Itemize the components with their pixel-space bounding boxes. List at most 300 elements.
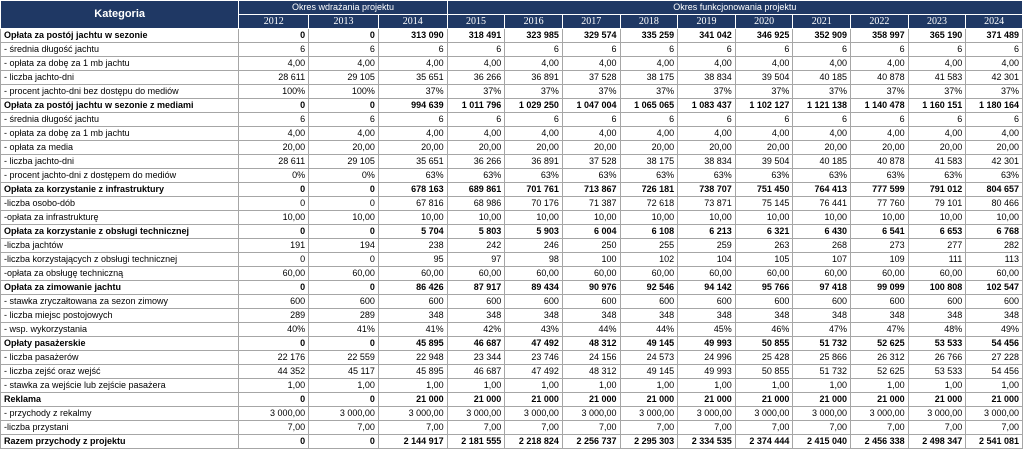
row-label: - liczba jachto-dni	[1, 155, 239, 169]
category-total-row	[1, 183, 1023, 197]
value-cell: 318 491	[447, 29, 505, 43]
value-cell: 3 000,00	[678, 407, 736, 421]
value-cell: 41%	[309, 323, 379, 337]
row-label: - przychody z rekalmy	[1, 407, 239, 421]
row-label: - opłata za dobę za 1 mb jachtu	[1, 127, 239, 141]
value-cell: 67 816	[378, 197, 447, 211]
value-cell: 60,00	[505, 267, 563, 281]
value-cell: 100%	[309, 85, 379, 99]
value-cell: 44 352	[239, 365, 309, 379]
value-cell: 329 574	[562, 29, 620, 43]
value-cell: 3 000,00	[620, 407, 678, 421]
value-cell: 36 891	[505, 155, 563, 169]
value-cell: 255	[620, 239, 678, 253]
value-cell: 1 011 796	[447, 99, 505, 113]
value-cell: 49 145	[620, 365, 678, 379]
value-cell: 0	[309, 29, 379, 43]
value-cell: 90 976	[562, 281, 620, 295]
value-cell: 0	[309, 183, 379, 197]
value-cell: 49%	[966, 323, 1023, 337]
table-row	[1, 309, 1023, 323]
value-cell: 348	[678, 309, 736, 323]
value-cell: 60,00	[447, 267, 505, 281]
value-cell: 348	[562, 309, 620, 323]
value-cell: 47%	[793, 323, 851, 337]
value-cell: 2 541 081	[966, 435, 1023, 449]
value-cell: 21 000	[505, 393, 563, 407]
value-cell: 0	[309, 99, 379, 113]
row-label: Opłata za zimowanie jachtu	[1, 281, 239, 295]
value-cell: 2 415 040	[793, 435, 851, 449]
table-row	[1, 155, 1023, 169]
value-cell: 0%	[309, 169, 379, 183]
value-cell: 71 387	[562, 197, 620, 211]
value-cell: 348	[378, 309, 447, 323]
table-row	[1, 71, 1023, 85]
value-cell: 47%	[851, 323, 909, 337]
value-cell: 10,00	[562, 211, 620, 225]
value-cell: 238	[378, 239, 447, 253]
value-cell: 6	[505, 43, 563, 57]
value-cell: 250	[562, 239, 620, 253]
row-label: - liczba jachto-dni	[1, 71, 239, 85]
value-cell: 63%	[966, 169, 1023, 183]
value-cell: 358 997	[851, 29, 909, 43]
value-cell: 348	[908, 309, 966, 323]
value-cell: 76 441	[793, 197, 851, 211]
value-cell: 41 583	[908, 71, 966, 85]
value-cell: 6	[735, 113, 793, 127]
value-cell: 20,00	[908, 141, 966, 155]
value-cell: 4,00	[908, 127, 966, 141]
value-cell: 6	[966, 113, 1023, 127]
row-label: - opłata za dobę za 1 mb jachtu	[1, 57, 239, 71]
value-cell: 7,00	[505, 421, 563, 435]
value-cell: 22 948	[378, 351, 447, 365]
table-row	[1, 295, 1023, 309]
value-cell: 0	[239, 337, 309, 351]
value-cell: 60,00	[562, 267, 620, 281]
value-cell: 600	[793, 295, 851, 309]
value-cell: 2 295 303	[620, 435, 678, 449]
row-label: - liczba pasażerów	[1, 351, 239, 365]
value-cell: 4,00	[735, 127, 793, 141]
value-cell: 1 029 250	[505, 99, 563, 113]
value-cell: 6	[378, 113, 447, 127]
value-cell: 20,00	[447, 141, 505, 155]
value-cell: 49 145	[620, 337, 678, 351]
table-row	[1, 141, 1023, 155]
value-cell: 6 004	[562, 225, 620, 239]
value-cell: 0	[239, 29, 309, 43]
value-cell: 1,00	[793, 379, 851, 393]
value-cell: 0	[239, 183, 309, 197]
row-label: -liczba przystani	[1, 421, 239, 435]
value-cell: 49 993	[678, 337, 736, 351]
value-cell: 348	[966, 309, 1023, 323]
value-cell: 7,00	[309, 421, 379, 435]
value-cell: 37%	[505, 85, 563, 99]
value-cell: 0	[239, 253, 309, 267]
value-cell: 24 156	[562, 351, 620, 365]
row-label: Opłaty pasażerskie	[1, 337, 239, 351]
value-cell: 40 185	[793, 71, 851, 85]
value-cell: 24 996	[678, 351, 736, 365]
value-cell: 60,00	[793, 267, 851, 281]
row-label: Opłata za postój jachtu w sezonie	[1, 29, 239, 43]
value-cell: 6	[908, 113, 966, 127]
table-body	[1, 29, 1023, 449]
value-cell: 26 766	[908, 351, 966, 365]
value-cell: 242	[447, 239, 505, 253]
value-cell: 348	[505, 309, 563, 323]
value-cell: 348	[735, 309, 793, 323]
value-cell: 3 000,00	[505, 407, 563, 421]
row-label: - stawka za wejście lub zejście pasażera	[1, 379, 239, 393]
value-cell: 42 301	[966, 155, 1023, 169]
value-cell: 4,00	[378, 57, 447, 71]
table-row	[1, 85, 1023, 99]
value-cell: 54 456	[966, 365, 1023, 379]
value-cell: 21 000	[851, 393, 909, 407]
value-cell: 348	[447, 309, 505, 323]
value-cell: 40 878	[851, 71, 909, 85]
value-cell: 6	[620, 43, 678, 57]
value-cell: 100	[562, 253, 620, 267]
value-cell: 6	[678, 43, 736, 57]
value-cell: 713 867	[562, 183, 620, 197]
row-label: Reklama	[1, 393, 239, 407]
value-cell: 7,00	[239, 421, 309, 435]
value-cell: 600	[239, 295, 309, 309]
value-cell: 37%	[908, 85, 966, 99]
value-cell: 7,00	[793, 421, 851, 435]
value-cell: 7,00	[447, 421, 505, 435]
value-cell: 2 374 444	[735, 435, 793, 449]
value-cell: 0	[309, 337, 379, 351]
value-cell: 63%	[908, 169, 966, 183]
table-row	[1, 113, 1023, 127]
value-cell: 39 504	[735, 71, 793, 85]
value-cell: 600	[966, 295, 1023, 309]
value-cell: 26 312	[851, 351, 909, 365]
value-cell: 51 732	[793, 337, 851, 351]
value-cell: 6	[735, 43, 793, 57]
value-cell: 24 573	[620, 351, 678, 365]
value-cell: 4,00	[793, 57, 851, 71]
year-header: 2023	[908, 15, 966, 29]
value-cell: 1 083 437	[678, 99, 736, 113]
value-cell: 6	[562, 43, 620, 57]
value-cell: 600	[562, 295, 620, 309]
value-cell: 60,00	[239, 267, 309, 281]
value-cell: 7,00	[562, 421, 620, 435]
value-cell: 0	[309, 253, 379, 267]
row-label: - liczba zejść oraz wejść	[1, 365, 239, 379]
value-cell: 44%	[562, 323, 620, 337]
value-cell: 1,00	[447, 379, 505, 393]
value-cell: 4,00	[620, 57, 678, 71]
value-cell: 0	[239, 393, 309, 407]
value-cell: 72 618	[620, 197, 678, 211]
value-cell: 40 185	[793, 155, 851, 169]
value-cell: 6	[447, 113, 505, 127]
value-cell: 60,00	[309, 267, 379, 281]
value-cell: 1,00	[505, 379, 563, 393]
value-cell: 60,00	[620, 267, 678, 281]
value-cell: 2 334 535	[678, 435, 736, 449]
value-cell: 70 176	[505, 197, 563, 211]
value-cell: 28 611	[239, 155, 309, 169]
table-row	[1, 57, 1023, 71]
value-cell: 20,00	[620, 141, 678, 155]
category-total-row	[1, 99, 1023, 113]
value-cell: 35 651	[378, 71, 447, 85]
value-cell: 341 042	[678, 29, 736, 43]
value-cell: 73 871	[678, 197, 736, 211]
value-cell: 273	[851, 239, 909, 253]
value-cell: 46 687	[447, 337, 505, 351]
value-cell: 1,00	[735, 379, 793, 393]
value-cell: 3 000,00	[309, 407, 379, 421]
category-total-row	[1, 337, 1023, 351]
value-cell: 1 065 065	[620, 99, 678, 113]
value-cell: 6	[678, 113, 736, 127]
value-cell: 52 625	[851, 337, 909, 351]
value-cell: 38 834	[678, 155, 736, 169]
value-cell: 6	[309, 113, 379, 127]
value-cell: 6 321	[735, 225, 793, 239]
value-cell: 95 766	[735, 281, 793, 295]
value-cell: 21 000	[447, 393, 505, 407]
value-cell: 60,00	[678, 267, 736, 281]
value-cell: 46%	[735, 323, 793, 337]
year-header: 2014	[378, 15, 447, 29]
value-cell: 38 175	[620, 71, 678, 85]
value-cell: 29 105	[309, 155, 379, 169]
value-cell: 0	[309, 281, 379, 295]
value-cell: 75 145	[735, 197, 793, 211]
value-cell: 4,00	[447, 57, 505, 71]
value-cell: 4,00	[378, 127, 447, 141]
value-cell: 37%	[447, 85, 505, 99]
value-cell: 3 000,00	[735, 407, 793, 421]
value-cell: 37%	[562, 85, 620, 99]
value-cell: 37%	[735, 85, 793, 99]
row-label: Opłata za korzystanie z infrastruktury	[1, 183, 239, 197]
value-cell: 2 256 737	[562, 435, 620, 449]
value-cell: 1 140 478	[851, 99, 909, 113]
value-cell: 2 218 824	[505, 435, 563, 449]
value-cell: 20,00	[505, 141, 563, 155]
value-cell: 10,00	[309, 211, 379, 225]
value-cell: 63%	[851, 169, 909, 183]
value-cell: 20,00	[562, 141, 620, 155]
year-header: 2013	[309, 15, 379, 29]
value-cell: 45 895	[378, 365, 447, 379]
table-row	[1, 365, 1023, 379]
value-cell: 5 704	[378, 225, 447, 239]
value-cell: 46 687	[447, 365, 505, 379]
value-cell: 751 450	[735, 183, 793, 197]
value-cell: 38 175	[620, 155, 678, 169]
value-cell: 21 000	[735, 393, 793, 407]
value-cell: 109	[851, 253, 909, 267]
year-header: 2022	[851, 15, 909, 29]
value-cell: 6	[851, 113, 909, 127]
value-cell: 994 639	[378, 99, 447, 113]
value-cell: 1 121 138	[793, 99, 851, 113]
value-cell: 348	[851, 309, 909, 323]
value-cell: 0	[309, 393, 379, 407]
value-cell: 289	[239, 309, 309, 323]
value-cell: 1,00	[966, 379, 1023, 393]
value-cell: 37 528	[562, 71, 620, 85]
value-cell: 28 611	[239, 71, 309, 85]
value-cell: 346 925	[735, 29, 793, 43]
value-cell: 1 180 164	[966, 99, 1023, 113]
value-cell: 313 090	[378, 29, 447, 43]
value-cell: 4,00	[678, 127, 736, 141]
value-cell: 7,00	[678, 421, 736, 435]
value-cell: 48 312	[562, 337, 620, 351]
value-cell: 3 000,00	[378, 407, 447, 421]
category-header: Kategoria	[1, 1, 239, 29]
value-cell: 1,00	[562, 379, 620, 393]
value-cell: 4,00	[735, 57, 793, 71]
value-cell: 36 891	[505, 71, 563, 85]
value-cell: 21 000	[562, 393, 620, 407]
row-label: -opłata za obsługę techniczną	[1, 267, 239, 281]
value-cell: 6	[309, 43, 379, 57]
value-cell: 365 190	[908, 29, 966, 43]
table-row	[1, 267, 1023, 281]
value-cell: 37 528	[562, 155, 620, 169]
value-cell: 4,00	[851, 127, 909, 141]
row-label: - stawka zryczałtowana za sezon zimowy	[1, 295, 239, 309]
value-cell: 23 746	[505, 351, 563, 365]
value-cell: 10,00	[678, 211, 736, 225]
value-cell: 77 760	[851, 197, 909, 211]
value-cell: 20,00	[378, 141, 447, 155]
value-cell: 6	[793, 43, 851, 57]
table-row	[1, 169, 1023, 183]
value-cell: 804 657	[966, 183, 1023, 197]
year-header: 2016	[505, 15, 563, 29]
row-label: -liczba jachtów	[1, 239, 239, 253]
value-cell: 102	[620, 253, 678, 267]
value-cell: 43%	[505, 323, 563, 337]
row-label: - procent jachto-dni z dostępem do mediów	[1, 169, 239, 183]
row-label: Opłata za korzystanie z obsługi technicznej	[1, 225, 239, 239]
value-cell: 6 108	[620, 225, 678, 239]
year-header: 2017	[562, 15, 620, 29]
value-cell: 7,00	[735, 421, 793, 435]
value-cell: 3 000,00	[793, 407, 851, 421]
value-cell: 20,00	[735, 141, 793, 155]
value-cell: 22 559	[309, 351, 379, 365]
value-cell: 60,00	[908, 267, 966, 281]
value-cell: 282	[966, 239, 1023, 253]
table-row	[1, 323, 1023, 337]
value-cell: 44%	[620, 323, 678, 337]
value-cell: 10,00	[735, 211, 793, 225]
value-cell: 20,00	[678, 141, 736, 155]
row-label: - liczba miejsc postojowych	[1, 309, 239, 323]
value-cell: 4,00	[851, 57, 909, 71]
value-cell: 738 707	[678, 183, 736, 197]
value-cell: 29 105	[309, 71, 379, 85]
value-cell: 3 000,00	[562, 407, 620, 421]
value-cell: 42 301	[966, 71, 1023, 85]
value-cell: 777 599	[851, 183, 909, 197]
value-cell: 0	[239, 225, 309, 239]
year-header: 2020	[735, 15, 793, 29]
value-cell: 348	[620, 309, 678, 323]
value-cell: 5 803	[447, 225, 505, 239]
value-cell: 20,00	[793, 141, 851, 155]
value-cell: 3 000,00	[239, 407, 309, 421]
value-cell: 53 533	[908, 337, 966, 351]
value-cell: 0	[239, 197, 309, 211]
value-cell: 0	[309, 225, 379, 239]
value-cell: 4,00	[793, 127, 851, 141]
row-label: - średnia długość jachtu	[1, 113, 239, 127]
value-cell: 94 142	[678, 281, 736, 295]
year-header: 2019	[678, 15, 736, 29]
value-cell: 79 101	[908, 197, 966, 211]
value-cell: 791 012	[908, 183, 966, 197]
value-cell: 4,00	[309, 127, 379, 141]
value-cell: 40%	[239, 323, 309, 337]
table-row	[1, 379, 1023, 393]
value-cell: 37%	[966, 85, 1023, 99]
value-cell: 0	[239, 435, 309, 449]
value-cell: 10,00	[505, 211, 563, 225]
value-cell: 6 541	[851, 225, 909, 239]
value-cell: 111	[908, 253, 966, 267]
value-cell: 2 456 338	[851, 435, 909, 449]
value-cell: 6 213	[678, 225, 736, 239]
table-row	[1, 407, 1023, 421]
value-cell: 60,00	[851, 267, 909, 281]
value-cell: 3 000,00	[447, 407, 505, 421]
value-cell: 191	[239, 239, 309, 253]
value-cell: 25 428	[735, 351, 793, 365]
value-cell: 92 546	[620, 281, 678, 295]
value-cell: 600	[851, 295, 909, 309]
value-cell: 0%	[239, 169, 309, 183]
value-cell: 0	[309, 435, 379, 449]
value-cell: 352 909	[793, 29, 851, 43]
value-cell: 104	[678, 253, 736, 267]
year-header: 2018	[620, 15, 678, 29]
value-cell: 50 855	[735, 365, 793, 379]
value-cell: 600	[309, 295, 379, 309]
value-cell: 41 583	[908, 155, 966, 169]
row-label: -liczba korzystających z obsługi technicznej	[1, 253, 239, 267]
row-label: - wsp. wykorzystania	[1, 323, 239, 337]
value-cell: 4,00	[562, 57, 620, 71]
value-cell: 10,00	[239, 211, 309, 225]
value-cell: 21 000	[966, 393, 1023, 407]
value-cell: 37%	[378, 85, 447, 99]
value-cell: 1,00	[239, 379, 309, 393]
value-cell: 600	[378, 295, 447, 309]
value-cell: 102 547	[966, 281, 1023, 295]
value-cell: 678 163	[378, 183, 447, 197]
value-cell: 49 993	[678, 365, 736, 379]
